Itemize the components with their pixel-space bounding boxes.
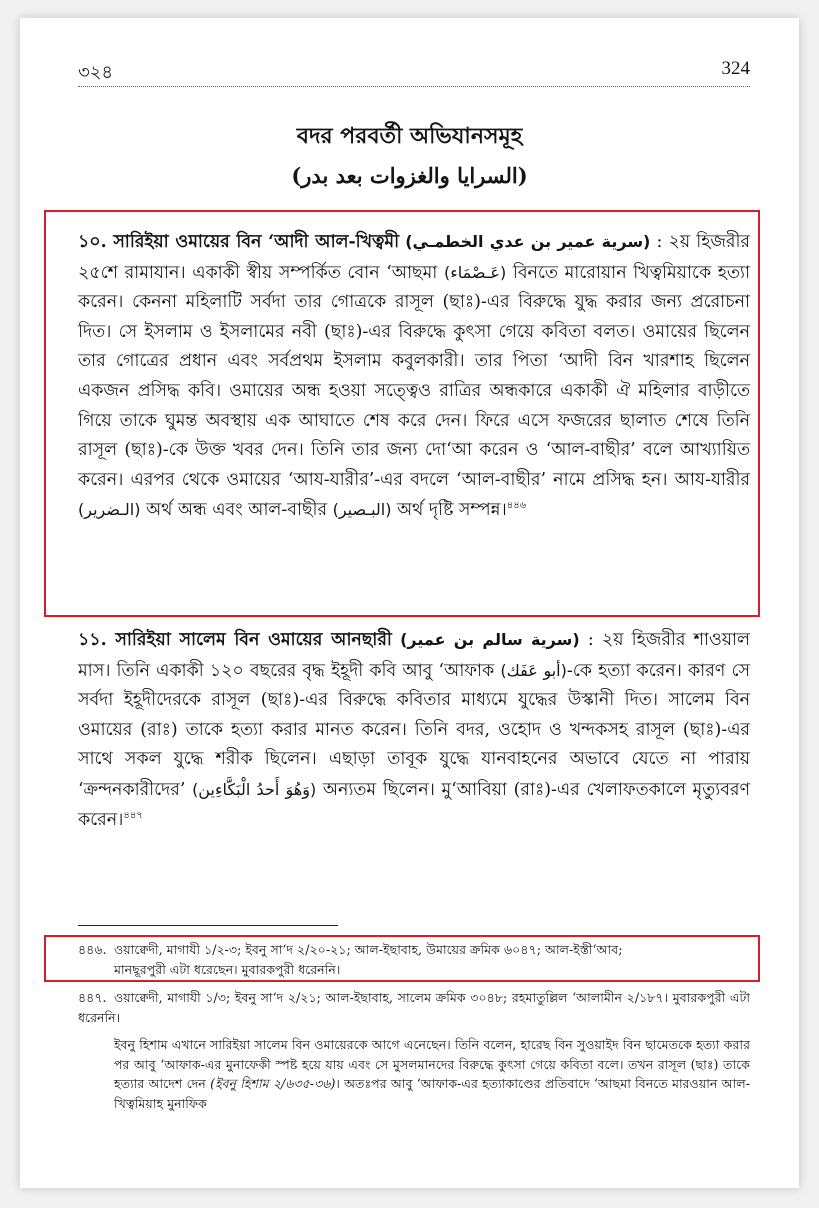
arabic-al-basir: (البـصير) — [332, 500, 392, 520]
page-number-bengali: ৩২৪ — [78, 62, 114, 83]
footnote-447-note: ইবনু হিশাম এখানে সারিইয়া সালেম বিন ওমায়েরকে আগে এনেছেন। তিনি বলেন, হারেছ বিন সুওয়াইদ বিন ছামেতকে হত্যা করার পর আবু ‘আফাক-এর মুনাফেকী স্পষ্ট হয়ে যায় এবং সে মুসলমানদের বিরুদ্ধে কুৎসা গেয়ে কবিতা বলে। তখন রাসূল (ছাঃ) তাকে হত্যার আদেশ দেন (ইবনু হিশাম ২/৬৩৫-৩৬)। অতঃপর আবু ‘আফাক-এর হত্যাকাণ্ডের প্রতিবাদে ‘আছমা বিনতে মারওয়ান আল-খিত্বমিয়াহ মুনাফিক — [114, 1037, 750, 1111]
arabic-bakkain: (وَهُوَ أَحدُ الْبَكَّاءِين) — [192, 779, 317, 799]
arabic-abu-afak: (أبو عَفَك) — [500, 660, 567, 680]
citation-ibn-hisham: (ইবনু হিশাম ২/৬৩৫-৩৬) — [210, 1076, 336, 1092]
page-number: 324 — [721, 58, 750, 79]
section-11-heading: ১১. সারিইয়া সালেম বিন ওমায়ের আনছারী — [78, 630, 392, 650]
arabic-ad-darir: (الـضرير) — [78, 500, 141, 520]
footnote-446-number: ৪৪৬. — [78, 942, 107, 957]
page-header — [78, 58, 750, 87]
footnote-447-number: ৪৪৭. — [78, 990, 107, 1005]
footnote-446 — [78, 940, 750, 979]
section-10 — [78, 227, 750, 526]
section-10-heading: ১০. সারিইয়া ওমায়ের বিন ‘আদী আল-খিত্বমী — [78, 232, 400, 252]
footnote-447-text: ওয়াক্বেদী, মাগাযী ১/৩; ইবনু সা‘দ ২/২১; আল-ইছাবাহ, সালেম ক্রমিক ৩০৪৮; রহমাতুল্লিল ‘আলামীন ২/১৮৭। মুবারকপুরী এটা ধরেননি। — [78, 990, 750, 1025]
footnote-ref-446[interactable]: ৪৪৬ — [506, 500, 527, 512]
footnote-ref-447[interactable]: ৪৪৭ — [123, 809, 143, 821]
section-11-arabic-title: (سرية سالم بن عمير) — [400, 630, 580, 649]
book-page — [20, 18, 799, 1188]
footnote-446-line1: ওয়াক্বেদী, মাগাযী ১/২-৩; ইবনু সা‘দ ২/২০-২১; আল-ইছাবাহ, উমায়ের ক্রমিক ৬০৪৭; আল-ইস্তী‘আব; — [114, 942, 623, 957]
section-10-arabic-title: (سرية عمير بن عدي الخطمـي) — [405, 232, 651, 251]
section-11-paragraph: ১১. সারিইয়া সালেম বিন ওমায়ের আনছারী (سرية سالم بن عمير) : ২য় হিজরীর শাওয়াল মাস। তিনি একাকী ১২০ বছরের বৃদ্ধ ইহূদী কবি আবু ‘আফাক (أبو عَفَك)-কে হত্যা করেন। কারণ সে সর্বদা ইহূদীদেরকে রাসূল (ছাঃ)-এর বিরুদ্ধে কবিতার মাধ্যমে যুদ্ধের উস্কানী দিত। সালেম বিন ওমায়ের (রাঃ) তাকে হত্যা করার মানত করেন। তিনি বদর, ওহোদ ও খন্দকসহ রাসূল (ছাঃ)-এর সাথে সকল যুদ্ধে শরীক ছিলেন। এছাড়া তাবূক যুদ্ধে যানবাহনের অভাবে যেতে না পারায় ‘ক্রন্দনকারীদের’ (وَهُوَ أَحدُ الْبَكَّاءِين) অন্যতম ছিলেন। মু‘আবিয়া (রাঃ)-এর খেলাফতকালে মৃত্যুবরণ করেন।$^{৪৪৭}$ — [78, 630, 751, 830]
page-title: বদর পরবর্তী অভিযানসমূহ — [296, 123, 523, 149]
section-10-paragraph: ১০. সারিইয়া ওমায়ের বিন ‘আদী আল-খিত্বমী (سرية عمير بن عدي الخطمـي) : ২য় হিজরীর ২৫শে রামাযান। একাকী স্বীয় সম্পর্কিত বোন ‘আছমা (عَـصْمَاء) বিনতে মারোয়ান খিত্বমিয়াকে হত্যা করেন। কেননা মহিলাটি সর্বদা তার গোত্রকে রাসূল (ছাঃ)-এর বিরুদ্ধে যুদ্ধ করার জন্য প্ররোচনা দিত। সে ইসলাম ও ইসলামের নবী (ছাঃ)-এর বিরুদ্ধে কুৎসা গেয়ে কবিতা বলত। ওমায়ের ছিলেন তার গোত্রের প্রধান এবং সর্বপ্রথম ইসলাম কবুলকারী। তার পিতা ‘আদী বিন খারশাহ ছিলেন একজন প্রসিদ্ধ কবি। ওমায়ের অন্ধ হওয়া সত্ত্বেও রাত্রির অন্ধকারে একাকী ঐ মহিলার বাড়ীতে গিয়ে তাকে ঘুমন্ত অবস্থায় এক আঘাতে শেষ করে দেন। ফিরে এসে ফজরের ছালাত শেষে তিনি রাসূল (ছাঃ)-কে উক্ত খবর দেন। তিনি তার জন্য দো‘আ করেন ও ‘আল-বাছীর’ বলে আখ্যায়িত করেন। এরপর থেকে ওমায়ের ‘আয-যারীর’-এর বদলে ‘আল-বাছীর’ নামে প্রসিদ্ধ হন। আয-যারীর (الـضرير) অর্থ অন্ধ এবং আল-বাছীর (البـصير) অর্থ দৃষ্টি সম্পন্ন।$^{৪৪৬}$ — [78, 232, 751, 521]
footnote-separator — [78, 925, 338, 926]
footnote-446-line2: মানছূরপুরী এটা ধরেছেন। মুবারকপুরী ধরেননি। — [114, 961, 341, 977]
arabic-asma: (عَـصْمَاء) — [443, 262, 507, 282]
page-subtitle-arabic: (السرايا والغزوات بعد بدر) — [291, 163, 528, 188]
section-11 — [78, 625, 750, 835]
footnote-447 — [78, 988, 750, 1027]
